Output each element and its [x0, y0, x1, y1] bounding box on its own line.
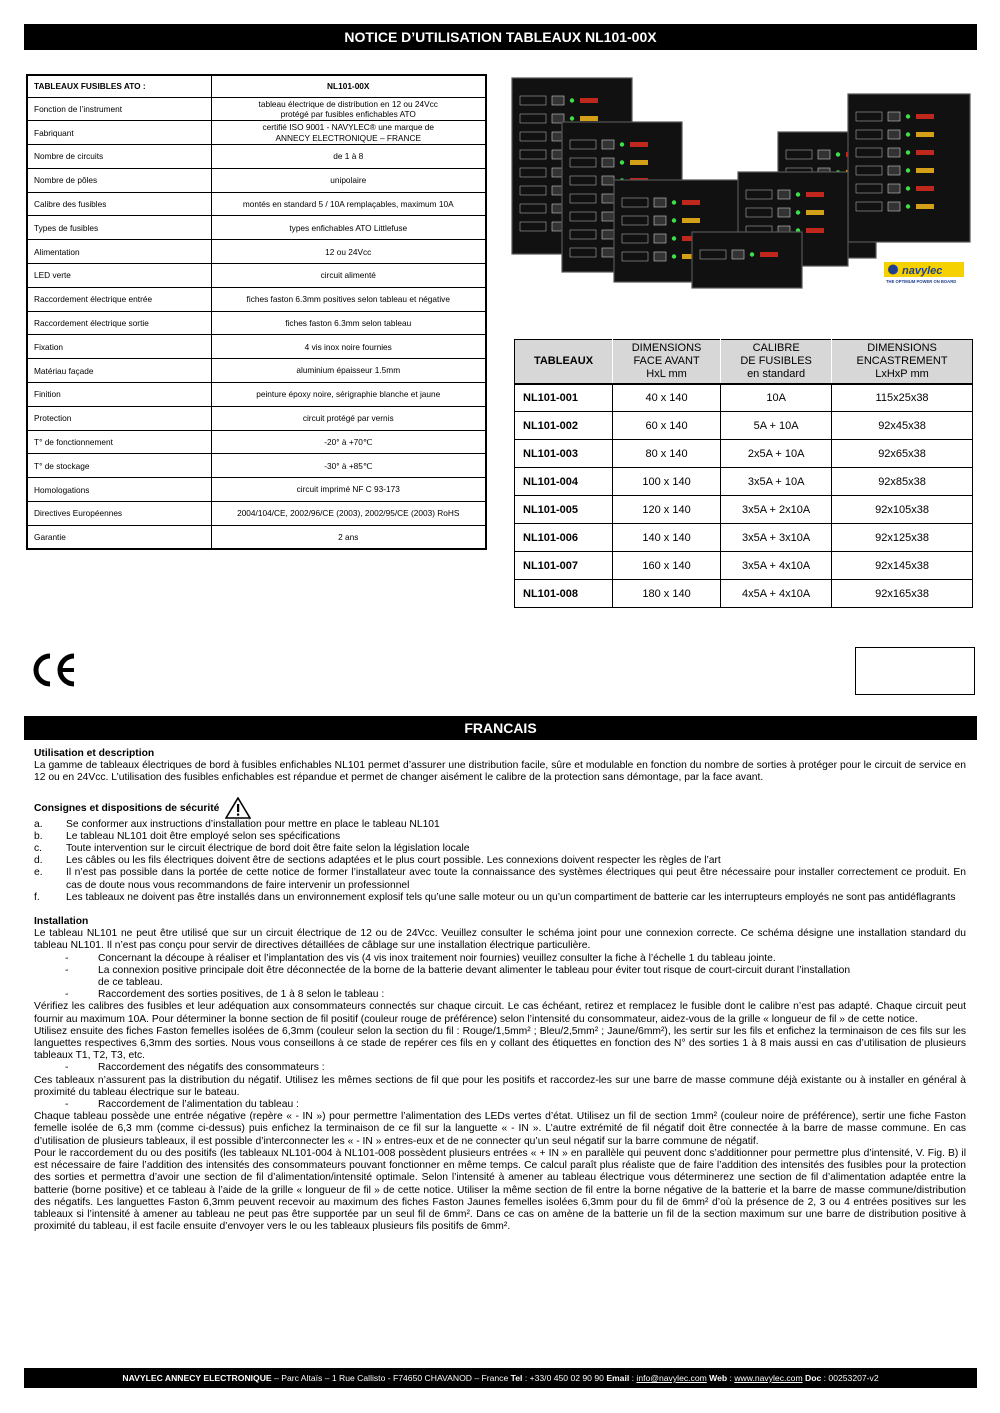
spec-value [211, 240, 486, 264]
spec-value-line: circuit protégé par vernis [302, 413, 394, 424]
panel-switch-shape [552, 96, 564, 105]
panel-fuse-shape [630, 142, 648, 147]
safety-item-text: Les tableaux ne doivent pas être installés dans un environnement explosif tels qu’une salle moteur ou un qu’un compartiment de batterie car les interrupteurs employés ne sont pas antidéflagrants [66, 891, 956, 903]
spec-row [27, 454, 486, 478]
dimensions-cell: 3x5A + 2x10A [721, 496, 832, 524]
spec-label: Finition [27, 383, 211, 407]
dimensions-cell: 10A [721, 384, 832, 412]
panel-switch-shape [732, 250, 744, 259]
spec-row [27, 359, 486, 383]
footer-doc-label: Doc [805, 1373, 822, 1383]
panel-fuse-shape [682, 200, 700, 205]
warning-icon [225, 797, 251, 819]
dimensions-cell: 3x5A + 4x10A [721, 552, 832, 580]
footer-email-label: Email [606, 1373, 630, 1383]
panel-led-shape [906, 150, 910, 154]
panel-switch-shape [654, 252, 666, 261]
panel-fuse-shape [806, 192, 824, 197]
spec-value [211, 406, 486, 430]
panel-led-shape [620, 160, 624, 164]
spec-value [211, 121, 486, 145]
panel-fuse-shape [580, 98, 598, 103]
spec-row [27, 335, 486, 359]
outputs-paragraph-2: Utilisez ensuite des fiches Faston femelles isolées de 6,3mm (couleur selon la section du fil : Rouge/1,5mm² ; Bleu/2,5mm² ; Jaune/6mm²), les sertir sur les fils et enfichez la terminaison de ces fils sur les languettes respectives 6,3mm des sorties. Nous vous conseillons à ce stade de repérer ces fils en y collant des étiquettes en fonction des N° des sorties 1 à 8 mais aussi en cas d’utilisation de plusieurs tableaux T1, T2, T3, etc. [34, 1025, 966, 1062]
spec-label: Types de fusibles [27, 216, 211, 240]
dimensions-cell: 160 x 140 [612, 552, 720, 580]
dimensions-header-line: ENCASTREMENT [856, 354, 948, 367]
panel-fuse-shape [760, 252, 778, 257]
panel-fuse-shape [916, 114, 934, 119]
panel-fuse-shape [806, 210, 824, 215]
model-cell: NL101-008 [515, 580, 613, 608]
dimensions-row [515, 412, 973, 440]
dimensions-header-line: TABLEAUX [533, 354, 594, 367]
panel-switch-shape [654, 198, 666, 207]
instructions-text [34, 748, 966, 1233]
safety-item-text: Les câbles ou les fils électriques doivent être de sections adaptées et le plus court possible. Les connexions doivent respecter les règles de l’art [66, 855, 721, 867]
dimensions-cell: 92x125x38 [832, 524, 973, 552]
spec-value-line: circuit alimenté [320, 270, 376, 281]
spec-value-line: circuit imprimé NF C 93-173 [296, 484, 400, 495]
dimensions-cell: 100 x 140 [612, 468, 720, 496]
spec-row [27, 383, 486, 407]
safety-item [34, 819, 966, 831]
safety-item [34, 855, 966, 867]
spec-row [27, 121, 486, 145]
spec-value [211, 287, 486, 311]
safety-item [34, 867, 966, 891]
dimensions-cell: 3x5A + 3x10A [721, 524, 832, 552]
safety-item [34, 843, 966, 855]
model-cell: NL101-005 [515, 496, 613, 524]
spec-value-line: -30° à +85℃ [324, 460, 373, 471]
panel-fuse-shape [806, 228, 824, 233]
dimensions-cell: 2x5A + 10A [721, 440, 832, 468]
panel-fuse-shape [682, 218, 700, 223]
panel-shape [692, 232, 802, 288]
dimensions-cell: 92x85x38 [832, 468, 973, 496]
install-step-text: Concernant la découpe à réaliser et l’implantation des vis (4 vis inox traitement noir fournies) veuillez consulter la fiche à l’échelle 1 du tableau jointe. [98, 952, 776, 964]
dimensions-cell: 5A + 10A [721, 412, 832, 440]
document-title: NOTICE D’UTILISATION TABLEAUX NL101-00X [24, 24, 977, 50]
dimensions-header-line: LxHxP mm [875, 367, 929, 380]
panel-switch-shape [888, 112, 900, 121]
model-cell: NL101-003 [515, 440, 613, 468]
spec-label: Raccordement électrique entrée [27, 287, 211, 311]
panel-led-shape [672, 200, 676, 204]
panel-switch-shape [602, 140, 614, 149]
panel-switch-shape [778, 208, 790, 217]
dimensions-cell: 3x5A + 10A [721, 468, 832, 496]
panel-led-shape [906, 132, 910, 136]
spec-label: Protection [27, 406, 211, 430]
footer-tel-label: Tel [510, 1373, 523, 1383]
dimensions-header-line: en standard [747, 367, 806, 380]
panel-switch-shape [602, 176, 614, 185]
spec-label: T° de stockage [27, 454, 211, 478]
panel-fuse-shape [630, 160, 648, 165]
spec-value [211, 311, 486, 335]
spec-row [27, 406, 486, 430]
spec-label: Nombre de circuits [27, 145, 211, 169]
product-photo [510, 72, 980, 292]
dimensions-row [515, 552, 973, 580]
spec-value-line: fiches faston 6.3mm positives selon tableau et négative [246, 294, 450, 305]
power-paragraph-2: Pour le raccordement du ou des positifs (les tableaux NL101-004 à NL101-008 possèdent plusieurs entrées « + IN » en parallèle qui peuvent donc s’additionner pour permettre plus d’intensité, V. Fig. B) il est nécessaire de faire l’addition des intensités des consommateurs pouvant fonctionner en même temps. Ce calcul paraît plus réaliste que de faire l’addition des intensités des fusibles pour la protection des sorties et permettra d’avoir une section de fil d’alimentation/intensité optimale. Selon l’intensité à amener au tableau électrique vous déterminerez une section de fil d’alimentation adaptée entre la batterie (borne positive) et ce tableau à l’aide de la grille « longueur de fil » de cette notice. Utiliser la même section de fil entre la borne négative de la batterie et la barre de masse commune/distribution des négatifs. Les languettes Faston 6,3mm peuvent recevoir au maximum des fiches Faston Jaunes femelles isolées 6,3mm pour du fil de 6mm² d’où la présence de 2, 3 ou 4 entrées positives sur les tableaux si l’intensité à amener au tableau ne peut pas être supportée par un seul fil de 6mm². Dans ce cas on amène de la batterie un fil de la section maximum sur une barre de distribution positive à proximité du tableau, il est facile ensuite d’envoyer vers le ou les tableaux plusieurs fils positifs de 6mm². [34, 1147, 966, 1233]
panel-switch-shape [778, 190, 790, 199]
dimensions-cell: 92x45x38 [832, 412, 973, 440]
panel-led-shape [672, 218, 676, 222]
dimensions-cell: 115x25x38 [832, 384, 973, 412]
dimensions-cell: 92x65x38 [832, 440, 973, 468]
panel-switch-shape [654, 216, 666, 225]
safety-item-letter: b. [34, 830, 43, 842]
dimensions-cell: 180 x 140 [612, 580, 720, 608]
dimensions-header-row [515, 340, 973, 384]
safety-item-letter: e. [34, 867, 43, 879]
spec-value-line: unipolaire [330, 175, 367, 186]
panel-led-shape [906, 186, 910, 190]
dimensions-row [515, 496, 973, 524]
spec-label: Fabriquant [27, 121, 211, 145]
panel-switch-shape [888, 166, 900, 175]
install-step-cutout: - Concernant la découpe à réaliser et l’implantation des vis (4 vis inox traitement noir fournies) veuillez consulter la fiche à l’échelle 1 du tableau jointe. [34, 953, 966, 965]
dimensions-header-cell [832, 340, 973, 384]
panel-led-shape [796, 192, 800, 196]
spec-value-line: peinture époxy noire, sérigraphie blanche et jaune [256, 389, 441, 400]
spec-value [211, 525, 486, 549]
spec-value-line: aluminium épaisseur 1.5mm [296, 365, 401, 376]
install-step-disconnect: - La connexion positive principale doit être déconnectée de la borne de la batterie devant alimenter le tableau pour éviter tout risque de court-circuit durant l’installation [34, 965, 966, 977]
model-cell: NL101-002 [515, 412, 613, 440]
panel-switch-shape [602, 230, 614, 239]
spec-value [211, 335, 486, 359]
safety-heading [34, 797, 966, 819]
safety-heading-text: Consignes et dispositions de sécurité [34, 802, 220, 814]
dimensions-cell: 80 x 140 [612, 440, 720, 468]
panel-led-shape [570, 116, 574, 120]
spec-value [211, 216, 486, 240]
footer: NAVYLEC ANNECY ELECTRONIQUE – Parc Altaïs – 1 Rue Callisto - F74650 CHAVANOD – France Tel : +33/0 450 02 90 90 Email : info@navylec.com Web : www.navylec.com Doc : 00253207-v2 [24, 1368, 977, 1388]
panel-switch-shape [602, 212, 614, 221]
spec-value [211, 430, 486, 454]
dimensions-table [514, 339, 973, 608]
safety-item-letter: c. [34, 843, 43, 855]
spec-value-line: certifié ISO 9001 - NAVYLEC® une marque de [262, 122, 435, 133]
spec-value [211, 97, 486, 121]
panel-led-shape [906, 114, 910, 118]
usage-paragraph: La gamme de tableaux électriques de bord à fusibles enfichables NL101 permet d’assurer une distribution facile, sûre et modulable en fonction du nombre de sorties à protéger pour le circuit de service en 12 ou en 24Vcc. L’utilisation des fusibles enfichables est répandue et permet de changer aisément le calibre de la protection sans démontage, par la face avant. [34, 760, 966, 784]
spec-value-line: de 1 à 8 [333, 151, 364, 162]
dimensions-cell: 60 x 140 [612, 412, 720, 440]
ce-mark [30, 652, 80, 688]
navylec-logo [884, 262, 964, 284]
safety-item-text: Se conformer aux instructions d’installation pour mettre en place le tableau NL101 [66, 818, 440, 830]
spec-row [27, 216, 486, 240]
install-step-outputs: - Raccordement des sorties positives, de 1 à 8 selon le tableau : [34, 989, 966, 1001]
panel-fuse-shape [916, 132, 934, 137]
spec-value [211, 478, 486, 502]
spec-value-line: -20° à +70℃ [324, 436, 373, 447]
spec-value [211, 359, 486, 383]
safety-list [34, 819, 966, 904]
spec-head-row [27, 75, 486, 97]
panel-fuse-shape [916, 150, 934, 155]
spec-head-label: TABLEAUX FUSIBLES ATO : [27, 75, 211, 97]
model-cell: NL101-007 [515, 552, 613, 580]
spec-label: Homologations [27, 478, 211, 502]
dimensions-row [515, 524, 973, 552]
spec-label: Alimentation [27, 240, 211, 264]
panel-led-shape [836, 152, 840, 156]
model-cell: NL101-004 [515, 468, 613, 496]
spec-value-line: types enfichables ATO Littlefuse [289, 222, 408, 233]
spec-label: LED verte [27, 264, 211, 288]
dimensions-cell: 120 x 140 [612, 496, 720, 524]
spec-row [27, 525, 486, 549]
panel-led-shape [750, 252, 754, 256]
spec-label: Nombre de pôles [27, 168, 211, 192]
install-step-continuation: de ce tableau. [98, 977, 163, 989]
safety-item-text: Il n’est pas possible dans la portée de cette notice de former l’installateur avec toute la connaissance des systèmes électriques qui peut être nécessaire pour installer correctement ce produit. En cas de doute nous vous recommandons de faire intervenir un professionnel [66, 867, 966, 891]
spec-row [27, 478, 486, 502]
panel-fuse-shape [916, 204, 934, 209]
spec-value-line: 2 ans [338, 531, 359, 542]
panel-switch-shape [602, 194, 614, 203]
spec-value-line: 4 vis inox noire fournies [304, 341, 392, 352]
panel-switch-shape [888, 148, 900, 157]
dimensions-row [515, 440, 973, 468]
dimensions-header-line: HxL mm [646, 367, 687, 380]
footer-doc: : 00253207-v2 [821, 1373, 879, 1383]
footer-web-link[interactable]: www.navylec.com [734, 1373, 803, 1383]
spec-row [27, 97, 486, 121]
spec-label: T° de fonctionnement [27, 430, 211, 454]
spec-label: Fixation [27, 335, 211, 359]
safety-item-letter: d. [34, 855, 43, 867]
panel-switch-shape [888, 202, 900, 211]
dimensions-header-cell [515, 340, 613, 384]
safety-item [34, 831, 966, 843]
spec-label: Matériau façade [27, 359, 211, 383]
dimensions-header-line: CALIBRE [752, 342, 800, 355]
footer-web-label: Web [709, 1373, 728, 1383]
spec-row [27, 264, 486, 288]
spec-row [27, 430, 486, 454]
dimensions-header-cell [721, 340, 832, 384]
spec-value [211, 383, 486, 407]
panel-switch-shape [818, 150, 830, 159]
spec-value-line: 2004/104/CE, 2002/96/CE (2003), 2002/95/CE (2003) RoHS [237, 508, 460, 519]
dimensions-cell: 92x145x38 [832, 552, 973, 580]
footer-tel: : +33/0 450 02 90 90 [522, 1373, 607, 1383]
panel-fuse-shape [580, 116, 598, 121]
spec-table [26, 74, 487, 550]
install-step-text: Raccordement des sorties positives, de 1 à 8 selon le tableau : [98, 989, 385, 1001]
model-cell: NL101-006 [515, 524, 613, 552]
section-title: FRANCAIS [24, 716, 977, 740]
install-step-text: La connexion positive principale doit être déconnectée de la borne de la batterie devant alimenter le tableau pour éviter tout risque de court-circuit durant l’installation [98, 964, 851, 976]
spec-row [27, 287, 486, 311]
spec-value [211, 454, 486, 478]
panel-led-shape [672, 254, 676, 258]
dimensions-header-line: DIMENSIONS [631, 342, 702, 355]
dimensions-cell: 140 x 140 [612, 524, 720, 552]
panel-led-shape [570, 98, 574, 102]
spec-value [211, 192, 486, 216]
dimensions-row [515, 580, 973, 608]
spec-value-line: tableau électrique de distribution en 12 ou 24Vcc [258, 98, 438, 109]
dimensions-header-line: DE FUSIBLES [740, 354, 812, 367]
spec-row [27, 168, 486, 192]
dimensions-row [515, 384, 973, 412]
usage-heading: Utilisation et description [34, 748, 155, 759]
spec-label: Calibre des fusibles [27, 192, 211, 216]
dimensions-header-line: DIMENSIONS [867, 342, 937, 355]
panel-switch-shape [888, 130, 900, 139]
safety-item-letter: a. [34, 818, 43, 830]
safety-item-letter: f. [34, 891, 40, 903]
spec-value [211, 502, 486, 526]
dimensions-cell: 40 x 140 [612, 384, 720, 412]
panel-switch-shape [602, 248, 614, 257]
spec-row [27, 145, 486, 169]
panel-led-shape [906, 204, 910, 208]
empty-box [855, 647, 975, 695]
power-paragraph-1: Chaque tableau possède une entrée négative (repère « - IN ») pour permettre l’alimentation des LEDs vertes d’état. Utilisez un fil de section 1mm² (couleur noire de préférence), sertir une fiche Faston femelle isolée de 6,3 mm (comme ci-dessus) puis enfichez la terminaison de ce fil sur la languette « - IN ». L’autre extrémité de fil négatif doit être connectée à la barre de masse commune. En cas d’utilisation de plusieurs tableaux, il est possible d’interconnecter les « - IN » entres-eux et de ne connecter qu’un seul négatif sur la barre commune de négatif. [34, 1111, 966, 1147]
logo-wordmark: navylec [902, 265, 943, 277]
logo-tagline: THE OPTIMUM POWER ON BOARD [886, 279, 957, 284]
spec-head-value: NL101-00X [211, 75, 486, 97]
panel-led-shape [906, 168, 910, 172]
install-step-text: Raccordement des négatifs des consommateurs : [98, 1062, 325, 1074]
install-paragraph: Le tableau NL101 ne peut être utilisé que sur un circuit électrique de 12 ou de 24Vcc. Veuillez consulter le schéma joint pour une connexion correcte. Ce schéma désigne une installation standard du tableau NL101. Il n’est pas conçu pour servir de directives détaillées de câblage sur une installation électrique particulière. [34, 928, 966, 952]
spec-row [27, 311, 486, 335]
safety-item-text: Le tableau NL101 doit être employé selon ses spécifications [66, 830, 341, 842]
spec-value [211, 145, 486, 169]
dimensions-header-line: FACE AVANT [633, 354, 700, 367]
install-step-negatives: - Raccordement des négatifs des consommateurs : [34, 1062, 966, 1074]
spec-label: Raccordement électrique sortie [27, 311, 211, 335]
safety-item-text: Toute intervention sur le circuit électrique de bord doit être faite selon la législation locale [66, 843, 470, 855]
dimensions-cell: 92x165x38 [832, 580, 973, 608]
spec-row [27, 240, 486, 264]
outputs-paragraph-1: Vérifiez les calibres des fusibles et leur adéquation aux consommateurs connectés sur chaque circuit. Le cas échéant, retirez et remplacez le fusible dont le calibre n’est pas adapté. Chaque circuit peut fournir au maximum 10A. Pour déterminer la bonne section de fil positif (couleur rouge de préférence) selon l’intensité du consommateur, aidez-vous de la grille « longueur de fil » de cette notice. [34, 1001, 966, 1025]
spec-label: Directives Européennes [27, 502, 211, 526]
spec-value-line: fiches faston 6.3mm selon tableau [285, 317, 412, 328]
spec-value-line: 12 ou 24Vcc [325, 246, 372, 257]
panel-led-shape [796, 210, 800, 214]
spec-value-line: protégé par fusibles enfichables ATO [280, 108, 416, 119]
panel-switch-shape [888, 184, 900, 193]
panel-fuse-shape [916, 168, 934, 173]
spec-label: Garantie [27, 525, 211, 549]
panel-switch-shape [654, 234, 666, 243]
spec-label: Fonction de l’instrument [27, 97, 211, 121]
dimensions-cell: 4x5A + 4x10A [721, 580, 832, 608]
spec-value [211, 168, 486, 192]
panel-switch-shape [602, 158, 614, 167]
dimensions-row [515, 468, 973, 496]
panel-led-shape [672, 236, 676, 240]
model-cell: NL101-001 [515, 384, 613, 412]
spec-value-line: ANNECY ELECTRONIQUE – FRANCE [275, 132, 422, 143]
panel-fuse-shape [916, 186, 934, 191]
footer-address: – Parc Altaïs – 1 Rue Callisto - F74650 CHAVANOD – France [271, 1373, 511, 1383]
spec-row [27, 192, 486, 216]
panel-led-shape [620, 142, 624, 146]
footer-company: NAVYLEC ANNECY ELECTRONIQUE [122, 1373, 272, 1383]
dimensions-header-cell [612, 340, 720, 384]
negatives-paragraph: Ces tableaux n’assurent pas la distribution du négatif. Utilisez les mêmes sections de fil que pour les positifs et raccordez-les sur une barre de masse commune déjà existante ou à installer en général à proximité du tableau électrique sur le bateau. [34, 1074, 966, 1098]
install-step-power: - Raccordement de l’alimentation du tableau : [34, 1099, 966, 1111]
spec-row [27, 502, 486, 526]
spec-value-line: montés en standard 5 / 10A remplaçables, maximum 10A [242, 198, 454, 209]
safety-item [34, 892, 966, 904]
footer-email-link[interactable]: info@navylec.com [636, 1373, 707, 1383]
spec-value [211, 264, 486, 288]
install-heading: Installation [34, 916, 89, 928]
dimensions-cell: 92x105x38 [832, 496, 973, 524]
install-step-text: Raccordement de l’alimentation du tableau : [98, 1099, 299, 1111]
